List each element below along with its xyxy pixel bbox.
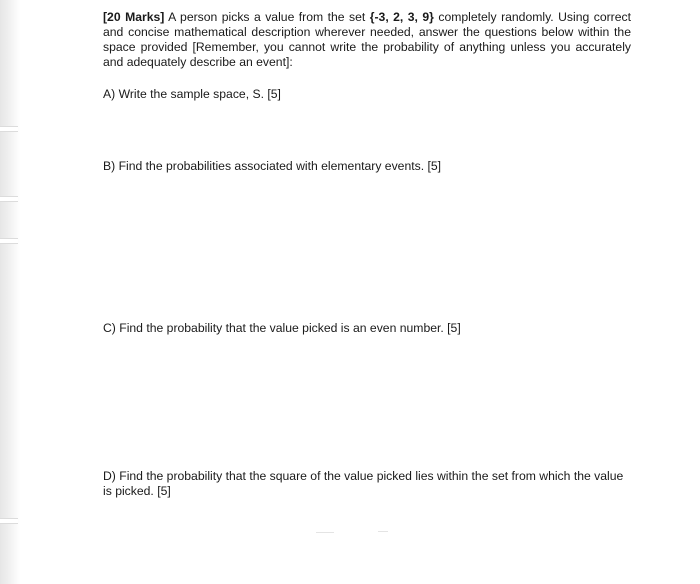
binding-mark (0, 126, 18, 132)
question-c: C) Find the probability that the value picked is an even number. [5] (103, 321, 461, 335)
intro-paragraph (103, 10, 631, 70)
page-left-edge (0, 0, 20, 584)
problem-statement (103, 10, 631, 70)
marks-label: [20 Marks] (103, 10, 165, 24)
scan-smudge (316, 532, 334, 533)
scan-smudge (378, 531, 388, 532)
binding-mark (0, 238, 18, 244)
binding-mark (0, 196, 18, 202)
binding-mark (0, 518, 18, 524)
question-d: D) Find the probability that the square of the value picked lies within the set from which the value is picked. [5] (103, 469, 624, 498)
intro-text-start: A person picks a value from the set (164, 10, 370, 24)
question-a: A) Write the sample space, S. [5] (103, 87, 281, 101)
intro-text-end: completely randomly. Using correct and concise mathematical description wherever needed, answer the questions below within the space provided [Remember, you cannot write the probability of anything unless you accurately and adequately describe an event]: (103, 10, 631, 69)
value-set: {-3, 2, 3, 9} (369, 10, 434, 24)
question-b: B) Find the probabilities associated with elementary events. [5] (103, 159, 442, 173)
